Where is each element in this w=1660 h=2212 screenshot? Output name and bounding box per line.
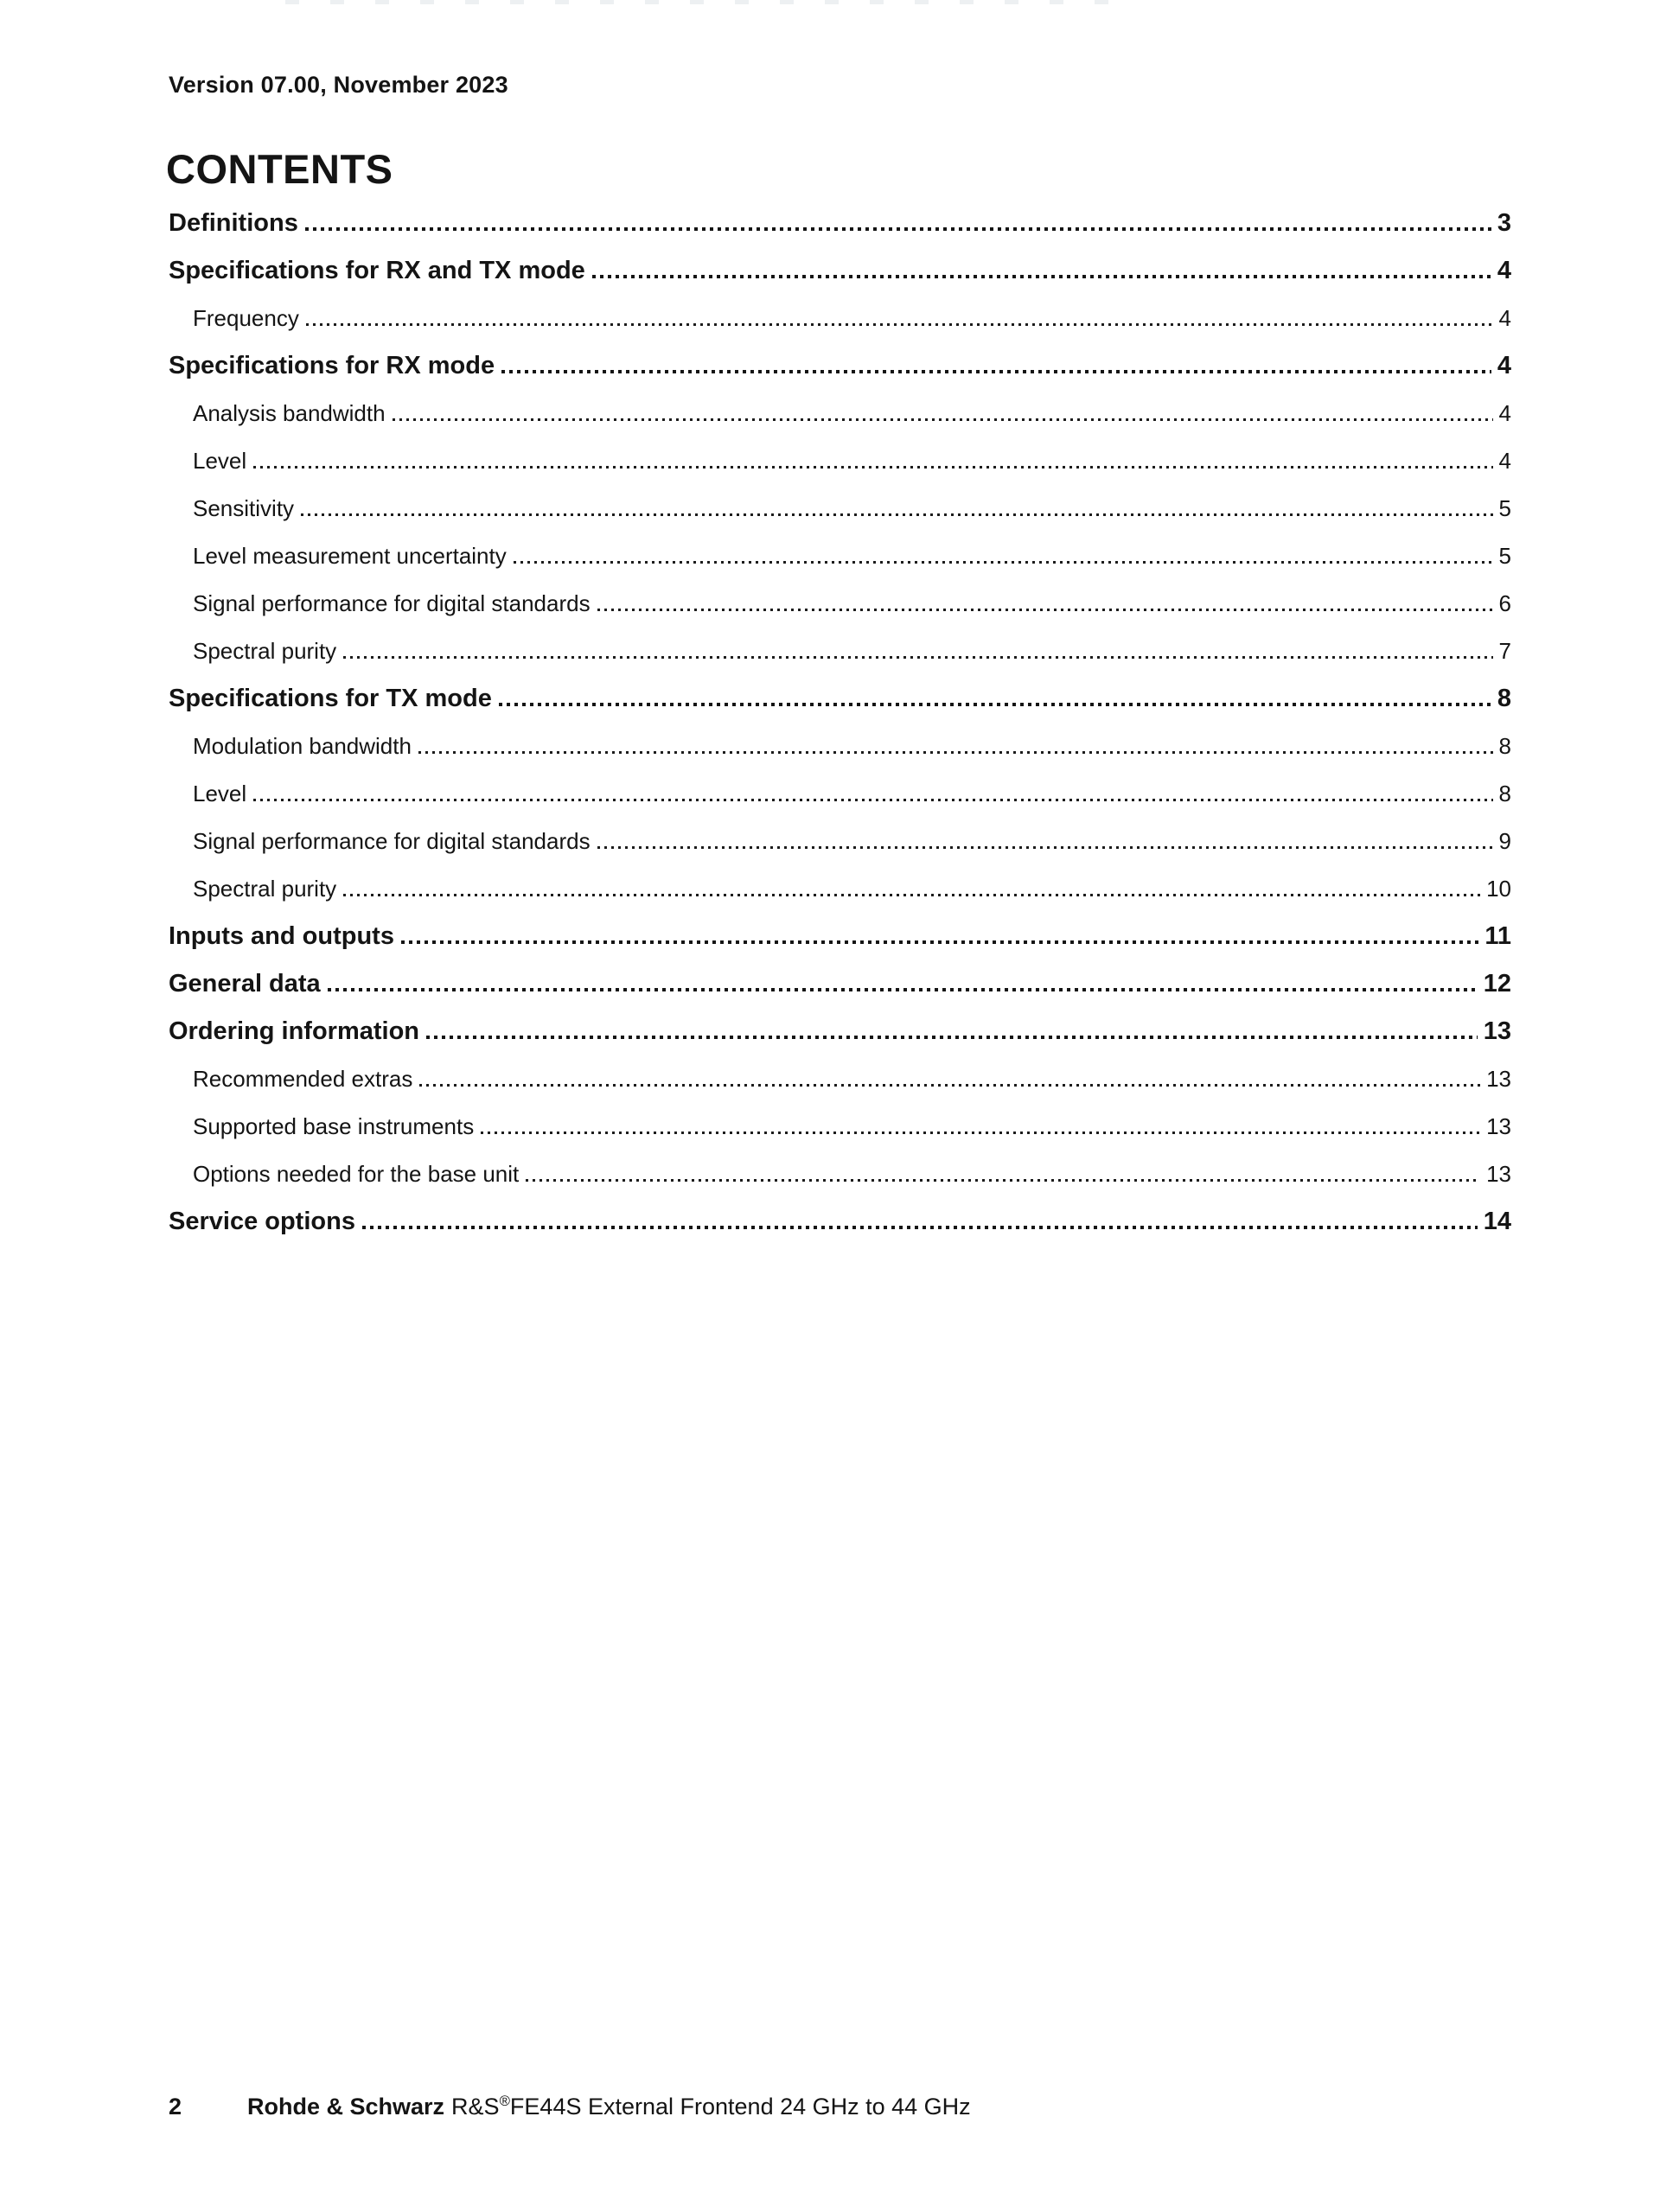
toc-entry-page: 10	[1486, 876, 1511, 902]
toc-leader-dots	[343, 894, 1480, 896]
toc-entry-label: Frequency	[193, 305, 299, 331]
footer	[169, 2094, 971, 2120]
toc-entry-page: 4	[1498, 448, 1511, 474]
toc-entry-11[interactable]	[169, 730, 1511, 778]
top-edge-artifact	[285, 0, 1128, 4]
toc-entry-label: Level	[193, 448, 247, 474]
toc-entry-page: 6	[1498, 590, 1511, 616]
table-of-contents	[169, 207, 1511, 1253]
toc-leader-dots	[253, 466, 1492, 469]
toc-entry-8[interactable]	[169, 588, 1511, 635]
version-line: Version 07.00, November 2023	[169, 72, 508, 98]
toc-leader-dots	[597, 846, 1493, 849]
toc-leader-dots	[597, 609, 1493, 611]
toc-entry-15[interactable]	[169, 921, 1511, 968]
footer-product-prefix: R&S	[451, 2094, 500, 2120]
toc-entry-label: Signal performance for digital standards	[193, 828, 591, 854]
toc-entry-page: 5	[1498, 495, 1511, 521]
toc-entry-label: General data	[169, 970, 321, 998]
toc-entry-21[interactable]	[169, 1206, 1511, 1253]
toc-entry-page: 4	[1497, 257, 1511, 284]
toc-entry-9[interactable]	[169, 635, 1511, 683]
toc-leader-dots	[305, 227, 1491, 231]
toc-entry-label: Supported base instruments	[193, 1113, 475, 1139]
toc-entry-page: 8	[1498, 733, 1511, 759]
toc-entry-page: 9	[1498, 828, 1511, 854]
toc-entry-page: 4	[1498, 400, 1511, 426]
toc-entry-14[interactable]	[169, 873, 1511, 921]
toc-entry-page: 12	[1483, 970, 1511, 998]
toc-leader-dots	[328, 988, 1478, 991]
toc-leader-dots	[419, 1084, 1480, 1087]
toc-entry-label: Definitions	[169, 209, 298, 237]
toc-entry-page: 7	[1498, 638, 1511, 664]
toc-entry-page: 13	[1486, 1113, 1511, 1139]
toc-leader-dots	[401, 940, 1478, 944]
toc-entry-page: 3	[1497, 209, 1511, 237]
toc-entry-page: 4	[1497, 352, 1511, 379]
toc-entry-page: 13	[1486, 1066, 1511, 1092]
toc-leader-dots	[343, 656, 1492, 659]
toc-entry-label: Options needed for the base unit	[193, 1161, 520, 1187]
toc-entry-page: 13	[1486, 1161, 1511, 1187]
toc-leader-dots	[499, 703, 1491, 706]
toc-leader-dots	[301, 513, 1492, 516]
toc-entry-12[interactable]	[169, 778, 1511, 826]
footer-page-number: 2	[169, 2094, 182, 2120]
toc-entry-label: Recommended extras	[193, 1066, 413, 1092]
toc-entry-7[interactable]	[169, 540, 1511, 588]
toc-entry-label: Analysis bandwidth	[193, 400, 386, 426]
toc-entry-label: Signal performance for digital standards	[193, 590, 591, 616]
toc-entry-label: Spectral purity	[193, 876, 337, 902]
toc-entry-page: 11	[1484, 922, 1511, 950]
toc-entry-18[interactable]	[169, 1063, 1511, 1111]
toc-leader-dots	[362, 1226, 1478, 1229]
toc-entry-label: Specifications for RX mode	[169, 352, 495, 379]
footer-brand: Rohde & Schwarz	[247, 2094, 445, 2120]
toc-entry-label: Service options	[169, 1208, 355, 1235]
toc-entry-label: Specifications for RX and TX mode	[169, 257, 585, 284]
toc-leader-dots	[481, 1131, 1480, 1134]
contents-title: CONTENTS	[166, 146, 393, 192]
toc-entry-3[interactable]	[169, 350, 1511, 398]
toc-leader-dots	[306, 323, 1493, 326]
toc-leader-dots	[253, 799, 1492, 801]
toc-entry-page: 13	[1483, 1017, 1511, 1045]
footer-product-name: FE44S External Frontend 24 GHz to 44 GHz	[509, 2094, 971, 2120]
toc-leader-dots	[393, 418, 1493, 421]
toc-entry-5[interactable]	[169, 445, 1511, 493]
toc-entry-page: 5	[1498, 543, 1511, 569]
toc-entry-label: Ordering information	[169, 1017, 419, 1045]
toc-entry-label: Spectral purity	[193, 638, 337, 664]
toc-entry-label: Inputs and outputs	[169, 922, 394, 950]
toc-leader-dots	[418, 751, 1493, 754]
toc-leader-dots	[501, 370, 1491, 373]
toc-entry-label: Modulation bandwidth	[193, 733, 412, 759]
toc-leader-dots	[426, 1036, 1478, 1039]
toc-leader-dots	[514, 561, 1493, 564]
toc-leader-dots	[592, 275, 1491, 278]
footer-registered-mark: ®	[499, 2093, 510, 2109]
toc-entry-page: 8	[1497, 685, 1511, 712]
toc-entry-19[interactable]	[169, 1111, 1511, 1158]
toc-entry-label: Level measurement uncertainty	[193, 543, 507, 569]
toc-entry-2[interactable]	[169, 303, 1511, 350]
toc-entry-1[interactable]	[169, 255, 1511, 303]
toc-entry-label: Sensitivity	[193, 495, 295, 521]
toc-entry-20[interactable]	[169, 1158, 1511, 1206]
toc-entry-13[interactable]	[169, 826, 1511, 873]
toc-entry-page: 8	[1498, 781, 1511, 806]
toc-leader-dots	[526, 1179, 1480, 1182]
toc-entry-10[interactable]	[169, 683, 1511, 730]
toc-entry-16[interactable]	[169, 968, 1511, 1016]
toc-entry-page: 14	[1483, 1208, 1511, 1235]
toc-entry-17[interactable]	[169, 1016, 1511, 1063]
toc-entry-label: Specifications for TX mode	[169, 685, 492, 712]
toc-entry-6[interactable]	[169, 493, 1511, 540]
toc-entry-page: 4	[1498, 305, 1511, 331]
footer-product-line	[247, 2094, 971, 2120]
toc-entry-label: Level	[193, 781, 247, 806]
toc-entry-0[interactable]	[169, 207, 1511, 255]
toc-entry-4[interactable]	[169, 398, 1511, 445]
